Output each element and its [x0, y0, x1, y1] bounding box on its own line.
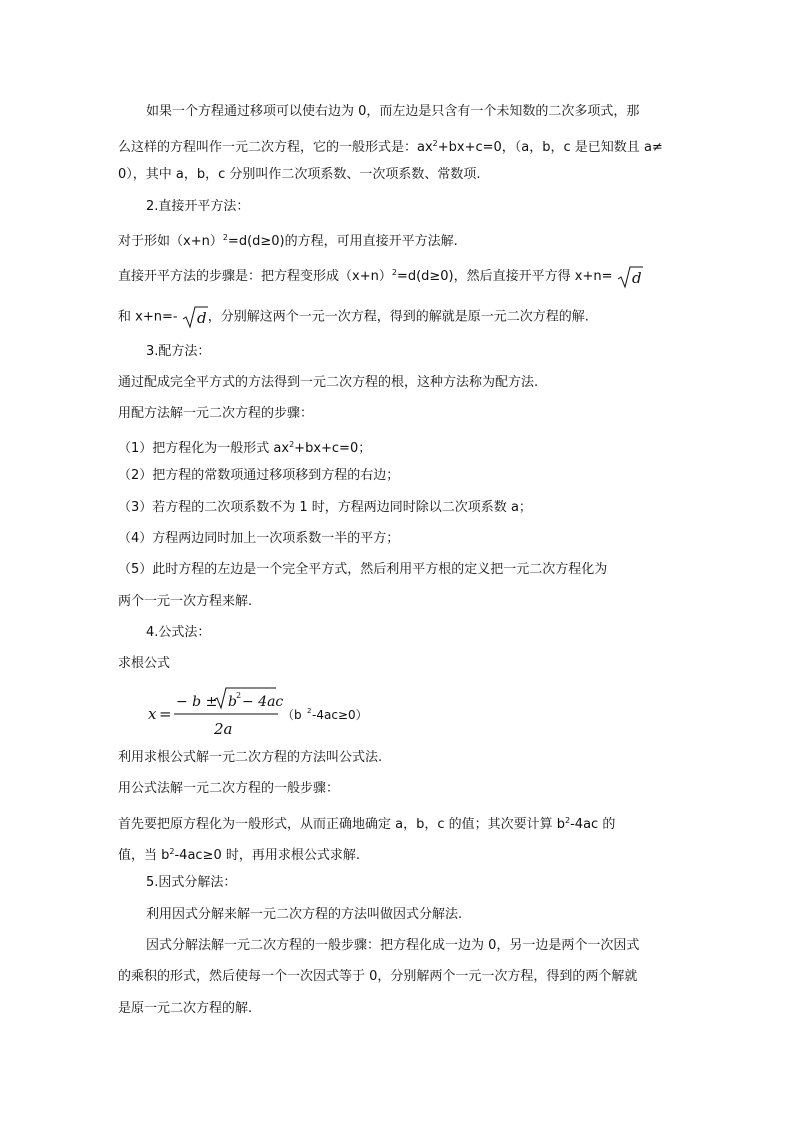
section-5-heading: 5.因式分解法： — [146, 875, 237, 890]
quadratic-formula — [148, 686, 448, 742]
definition-line-3: 0），其中 a，b，c 分别叫作二次项系数、一次项系数、常数项. — [118, 167, 481, 182]
section-3-step-3: （3）若方程的二次项系数不为 1 时，方程两边同时除以二次项系数 a； — [118, 500, 532, 515]
section-2-line-1: 对于形如$(x+n)^2=d(d\ge 0)$的方程，可用直接开平方法解. — [118, 233, 458, 249]
section-5-definition: 利用因式分解来解一元二次方程的方法叫做因式分解法. — [146, 907, 463, 922]
section-2-line-3: 和 x+n=- d ，分别解这两个一元一次方程，得到的解就是原一元二次方程的解. — [118, 305, 678, 329]
section-3-step-4: （4）方程两边同时加上一次项系数一半的平方； — [118, 531, 400, 546]
section-3-step-5b: 两个一元一次方程来解. — [118, 594, 253, 609]
section-3-step-5a: （5）此时方程的左边是一个完全平方式，然后利用平方根的定义把一元二次方程化为 — [118, 562, 608, 577]
section-4-body-2: 值，当 $b^2-4ac\ge 0$ 时，再用求根公式求解. — [118, 847, 360, 863]
section-4-steps-title: 用公式法解一元二次方程的一般步骤： — [118, 781, 340, 796]
section-4-heading: 4.公式法： — [146, 625, 211, 640]
definition-line-2: 么这样的方程叫作一元二次方程，它的一般形式是：$ax^2+bx+c=0$，（a，b，c 是已知数且 a≠ — [118, 139, 663, 155]
formula-numerator-prefix: − b ± — [176, 694, 218, 710]
formula-lhs: x — [148, 705, 157, 723]
svg-text:d: d — [631, 268, 642, 287]
section-4-body-1: 首先要把原方程化为一般形式，从而正确地确定 a，b，c 的值；其次要计算 $b^2-4ac$ 的 — [118, 816, 616, 832]
section-5-body-1: 因式分解法解一元二次方程的一般步骤：把方程化成一边为 0，另一边是两个一次因式 — [146, 938, 640, 953]
svg-text:d: d — [196, 309, 207, 327]
section-4-definition: 利用求根公式解一元二次方程的方法叫公式法. — [118, 750, 383, 765]
formula-condition-sup: 2 — [307, 707, 312, 715]
formula-radicand-sup: 2 — [236, 691, 242, 700]
section-3-steps-title: 用配方法解一元二次方程的步骤： — [118, 406, 314, 421]
section-3-heading: 3.配方法： — [146, 344, 211, 359]
definition-line-1: 如果一个方程通过移项可以使右边为 0，而左边是只含有一个未知数的二次多项式，那 — [146, 104, 640, 119]
formula-equals: = — [159, 705, 172, 723]
formula-condition-b: -4ac≥0） — [312, 708, 368, 722]
section-3-step-2: （2）把方程的常数项通过移项移到方程的右边； — [118, 468, 400, 483]
formula-condition-a: （b — [282, 708, 302, 722]
section-5-body-3: 是原一元二次方程的解. — [118, 1001, 253, 1016]
section-2-heading: 2.直接开平方法： — [146, 199, 250, 214]
formula-radicand-rest: − 4ac — [242, 694, 284, 710]
section-4-formula-title: 求根公式 — [118, 656, 171, 671]
sqrt-d-symbol-negative — [182, 305, 208, 329]
formula-denominator: 2a — [214, 720, 233, 738]
section-3-step-1: （1）把方程化为一般形式 $ax^2+bx+c=0$； — [118, 440, 372, 456]
section-3-intro: 通过配成完全平方式的方法得到一元二次方程的根，这种方法称为配方法. — [118, 375, 539, 390]
section-5-body-2: 的乘积的形式，然后使每一个一次因式等于 0，分别解两个一元一次方程，得到的两个解就 — [118, 969, 638, 984]
formula-radicand-b: b — [228, 694, 237, 710]
section-2-line-2: 直接开平方法的步骤是：把方程变形成$(x+n)^2=d(d\ge 0)$，然后直接开平方得 x+n= d — [118, 263, 678, 289]
sqrt-d-symbol — [617, 265, 643, 289]
